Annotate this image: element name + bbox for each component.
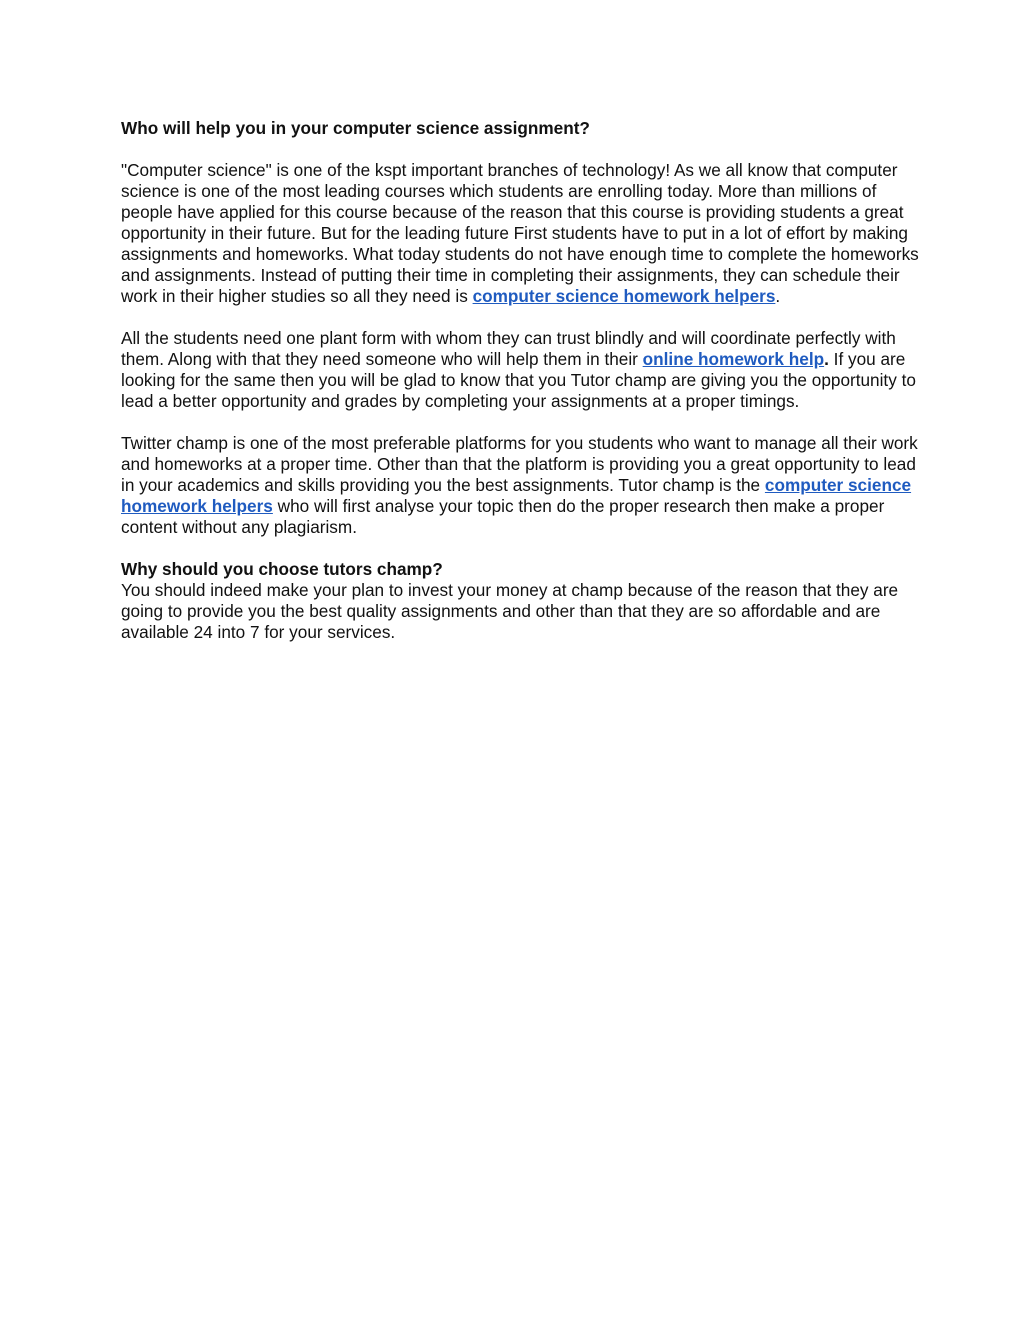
paragraph-twitter-champ xyxy=(121,433,921,538)
paragraph-twitter-champ-end: who will first analyse your topic then do the proper research then make a proper content without any plagiarism. xyxy=(121,496,885,537)
heading-computer-science-assignment: Who will help you in your computer science assignment? xyxy=(121,118,590,138)
paragraph-students-need-end: If you are looking for the same then you will be glad to know that you Tutor champ are giving you the opportunity to lead a better opportunity and grades by completing your assignments at a proper timings. xyxy=(121,349,916,411)
paragraph-students-need-punct: . xyxy=(824,349,829,369)
paragraph-intro-text: "Computer science" is one of the kspt important branches of technology! As we all know that computer science is one of the most leading courses which students are enrolling today. More than millions of people have applied for this course because of the reason that this course is providing students a great opportunity in their future. But for the leading future First students have to put in a lot of effort by making assignments and homeworks. What today students do not have enough time to complete the homeworks and assignments. Instead of putting their time in completing their assignments, they can schedule their work in their higher studies so all they need is xyxy=(121,160,919,306)
link-computer-science-homework-helpers[interactable]: computer science homework helpers xyxy=(472,286,776,306)
paragraph-students-need xyxy=(121,328,921,412)
link-online-homework-help[interactable]: online homework help xyxy=(642,349,825,369)
paragraph-intro-end: . xyxy=(775,286,781,306)
document-body xyxy=(121,118,921,643)
link-computer-science-homework-helpers-2[interactable]: computer science homework helpers xyxy=(121,475,912,516)
paragraph-twitter-champ-text: Twitter champ is one of the most preferable platforms for you students who want to manage all their work and homeworks at a proper time. Other than that the platform is providing you a great opportunity to lead in your academics and skills providing you the best assignments. Tutor champ is the xyxy=(121,433,918,495)
paragraph-intro xyxy=(121,160,921,307)
paragraph-students-need-text: All the students need one plant form with whom they can trust blindly and will coordinate perfectly with them. Along with that they need someone who will help them in their xyxy=(121,328,896,369)
heading-why-choose-tutors-champ: Why should you choose tutors champ? xyxy=(121,559,443,579)
paragraph-why-choose: You should indeed make your plan to invest your money at champ because of the reason that they are going to provide you the best quality assignments and other than that they are so affordable and are available 24 into 7 for your services. xyxy=(121,580,899,642)
